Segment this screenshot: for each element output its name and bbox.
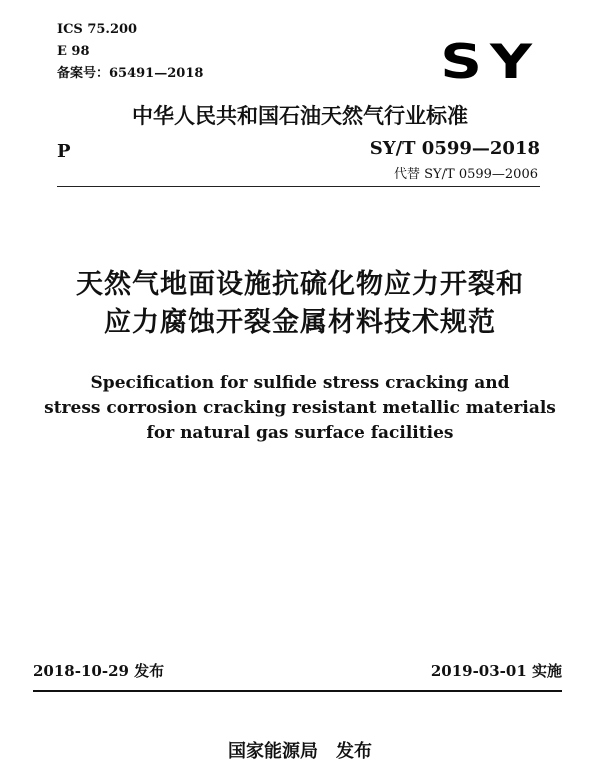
- issuer: 国家能源局 发布: [228, 741, 372, 762]
- sy-logo: SY: [440, 33, 540, 90]
- publish-date: 2018-10-29 发布: [33, 662, 165, 680]
- record-number: 备案号：65491—2018: [57, 66, 204, 81]
- title-cn-line1: 天然气地面设施抗硫化物应力开裂和: [76, 269, 524, 300]
- header-divider: [57, 186, 540, 187]
- title-cn-line2: 应力腐蚀开裂金属材料技术规范: [104, 307, 496, 338]
- standard-number: SY/T 0599—2018: [369, 138, 540, 159]
- category-letter: P: [57, 141, 71, 162]
- class-code: E 98: [57, 44, 90, 59]
- title-en-line3: for natural gas surface facilities: [146, 423, 454, 443]
- title-en-line2: stress corrosion cracking resistant metallic materials: [44, 398, 556, 418]
- replaces-standard: 代替 SY/T 0599—2006: [394, 167, 538, 182]
- title-en-line1: Specification for sulfide stress cracking and: [90, 373, 510, 393]
- effective-date: 2019-03-01 实施: [430, 662, 562, 680]
- organization-title: 中华人民共和国石油天然气行业标准: [132, 104, 468, 128]
- ics-code: ICS 75.200: [57, 22, 138, 37]
- footer-divider: [33, 690, 562, 692]
